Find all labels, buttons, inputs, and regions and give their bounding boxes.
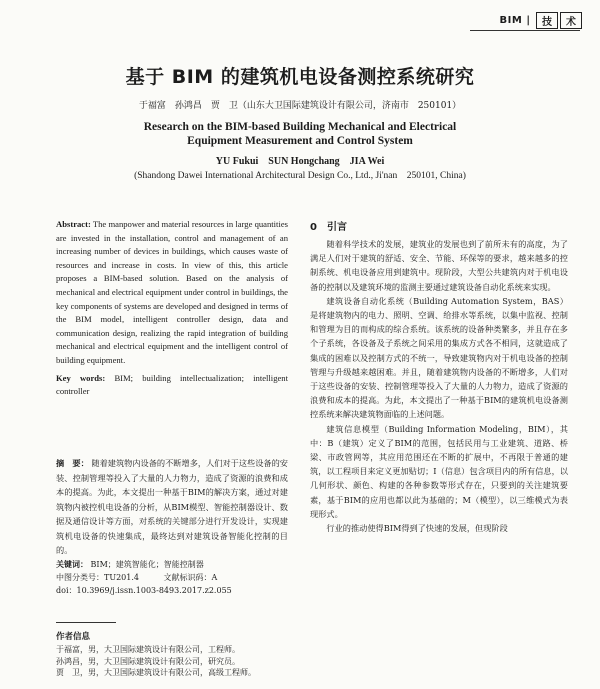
- section-heading-intro: 0 引言: [310, 222, 347, 233]
- journal-section-tag: [500, 12, 582, 29]
- authors-en: YU Fukui SUN Hongchang JIA Wei: [215, 156, 385, 167]
- abstract-en-text: The manpower and material resources in large quantities are invested in the installation, control and management of an increasing number of devices in buildings, which causes waste of resources and increase in costs. In view of this, this article proposes a BIM-based solution. Based on the analysis of mechanical and electrical equipment under control in buildings, the key components of systems are developed and designed in terms of the BIM model, intelligent controller design, data and communication design, realizing the rapid integration of building mechanical and electrical equipment and the intelligent control of building equipment.: [56, 219, 288, 365]
- abstract-en: [56, 218, 288, 399]
- document-code: 文献标识码：A: [163, 572, 218, 582]
- intro-paragraph: 行业的推动使得BIM得到了快速的发展，但现阶段: [326, 523, 508, 534]
- intro-paragraph: 建筑设备自动化系统（Building Automation System，BAS）是将建筑物内的电力、照明、空调、给排水等系统，以集中监视、控制和管理为目的而构成的综合系统。该系统的设备种类繁多，并且存在多个子系统，各设备及子系统之间采用的集成方式各不相同，这就造成了集成的困难以及控制方式的不统一，导致建筑物内对于机电设备的控制管理与升级越来越困难。并且，随着建筑物内设备的不断增多，人们对于这些设备的安装、控制管理等投入了大量的人力物力，造成了资源的浪费和成本的提高。为此，本文提出了一种基于BIM的建筑机电设备测控系统来解决建筑物面临的上述问题。: [310, 295, 568, 420]
- abstract-cn: [56, 456, 288, 597]
- title-en-line1: Research on the BIM-based Building Mechanical and Electrical: [143, 121, 457, 133]
- footnote-divider: [56, 622, 116, 623]
- keywords-cn-label: 关键词：: [56, 558, 88, 569]
- title-en-line2: Equipment Measurement and Control System: [187, 135, 413, 147]
- section-tag-ji: 技: [536, 12, 558, 29]
- paper-title-cn: 基于 BIM 的建筑机电设备测控系统研究: [125, 66, 475, 88]
- abstract-cn-text: 随着建筑物内设备的不断增多，人们对于这些设备的安装、控制管理等投入了大量的人力物力，造成了资源的浪费和成本的提高。为此，本文提出一种基于BIM的解决方案，通过对建筑物内被控机电设备的分析，从BIM模型、智能控制器设计、数据及通信设计等方面，对系统的关键部分进行开发设计，实现建筑机电设备的快速集成，最终达到对建筑设备智能化控制的目的。: [56, 458, 288, 555]
- journal-bim-label: BIM: [499, 15, 523, 26]
- keywords-cn: [56, 558, 288, 571]
- keywords-en-text: BIM; building intellectualization; intelligent controller: [56, 372, 288, 397]
- keywords-en: [56, 372, 288, 399]
- doi: doi：10.3969/j.issn.1003-8493.2017.z2.055: [56, 585, 232, 595]
- author-info-line: 于福富，男，大卫国际建筑设计有限公司，工程师。: [56, 645, 240, 654]
- keywords-cn-text: BIM；建筑智能化；智能控制器: [90, 559, 204, 569]
- intro-paragraph: 随着科学技术的发展，建筑业的发展也到了前所未有的高度，为了满足人们对于建筑的舒适、安全、节能、环保等的要求，越来越多的控制系统、机电设备应用到建筑中。现阶段，大型公共建筑内对于机电设备的控制以及建筑环境的监测主要通过建筑设备自动化系统来实现。: [310, 239, 568, 292]
- abstract-cn-label: 摘 要：: [56, 458, 89, 468]
- abstract-cn-body: [56, 456, 288, 558]
- author-info-line: 贾 卫，男，大卫国际建筑设计有限公司，高级工程师。: [56, 668, 256, 677]
- paper-title-en: [0, 120, 600, 148]
- keywords-en-label: Key words:: [56, 372, 106, 383]
- affiliation-en: (Shandong Dawei International Architectural Design Co., Ltd., Ji'nan 250101, China): [134, 171, 466, 181]
- classification-row: [56, 571, 288, 584]
- author-info-line: 孙鸿昌，男，大卫国际建筑设计有限公司，研究员。: [56, 656, 240, 666]
- intro-paragraph: 建筑信息模型（Building Information Modeling，BIM），其中：B（建筑）定义了BIM的范围，包括民用与工业建筑、道路、桥梁、市政管网等，其应用范围还在不断的扩展中，不再限于普通的建筑，以工程项目来定义更加贴切；I（信息）包含项目内的所有信息，以几何形状、颜色、构建的各种参数等形式存在，只要到的关注建筑要素，基于BIM的应用也都以此为基础的；M（模型），以三维模式为表现形式。: [310, 423, 568, 519]
- author-info: [56, 630, 576, 679]
- author-info-heading: 作者信息: [56, 632, 91, 642]
- abstract-en-label: Abstract:: [56, 219, 91, 229]
- authors-cn: 于福富 孙鸿昌 贾 卫（山东大卫国际建筑设计有限公司，济南市 250101）: [138, 101, 462, 111]
- header-rule: [470, 30, 580, 31]
- clc-number: 中图分类号：TU201.4: [56, 572, 139, 582]
- section-tag-shu: 术: [560, 12, 582, 29]
- intro-body: [310, 237, 568, 535]
- header-separator: |: [526, 15, 530, 26]
